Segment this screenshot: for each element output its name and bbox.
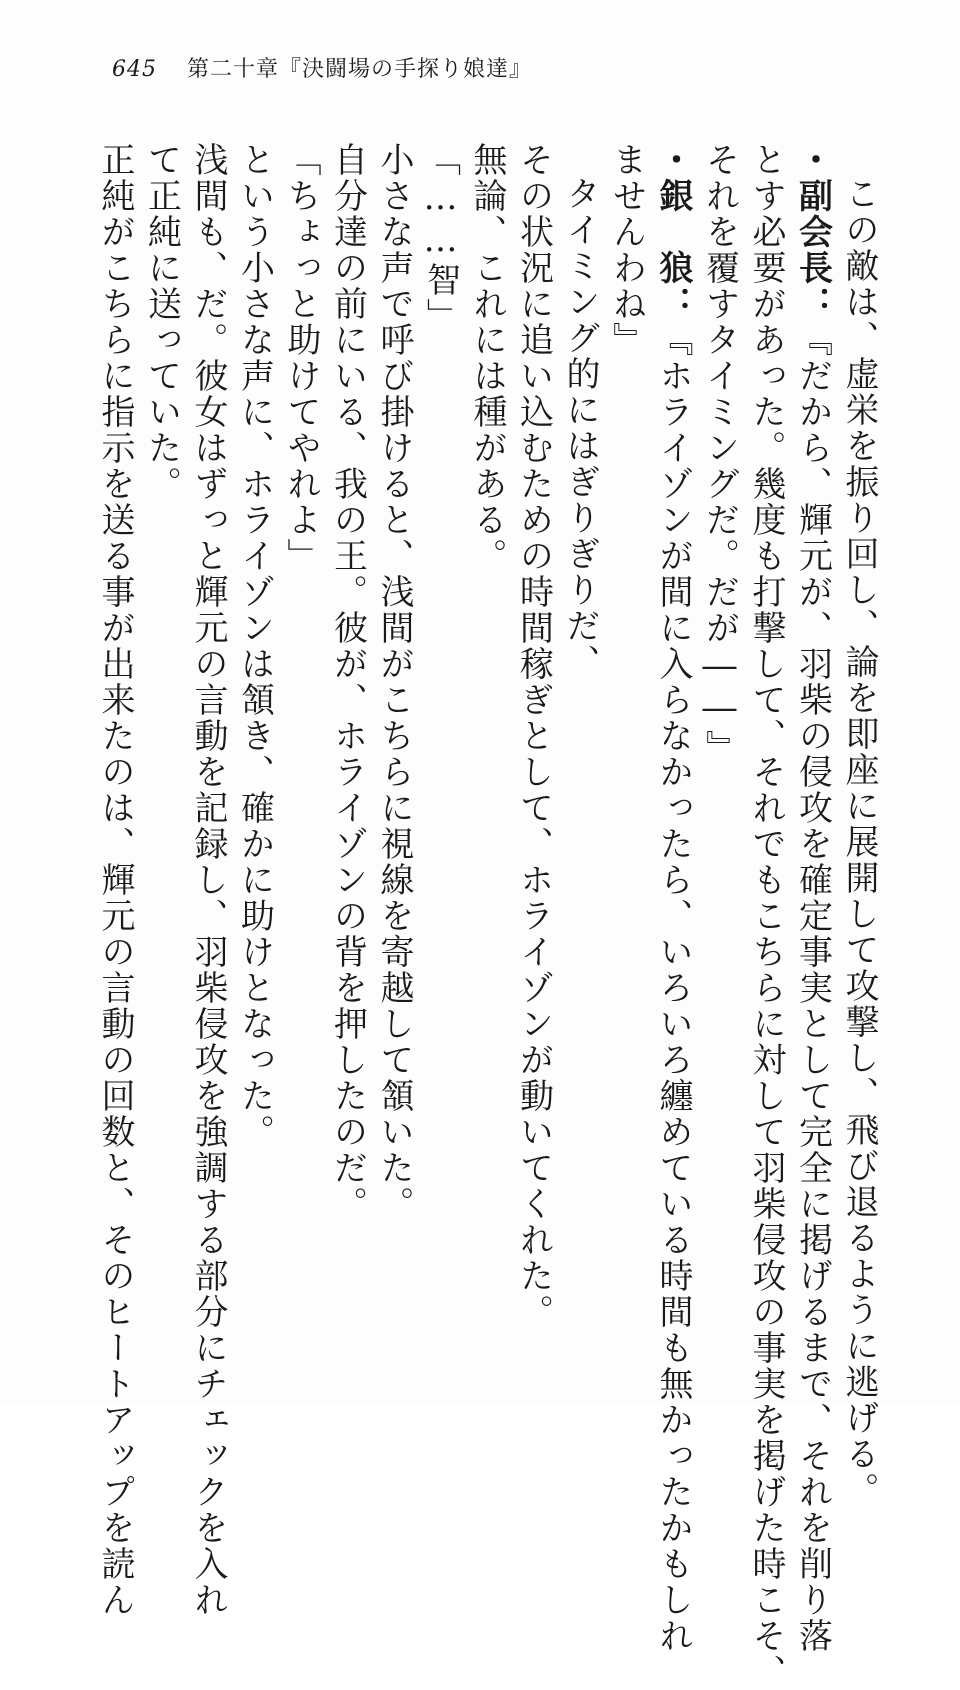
line-text: それを覆すタイミングだ。だが――』 <box>699 142 740 766</box>
text-line <box>836 142 883 1508</box>
text-line <box>324 142 371 1342</box>
running-header <box>112 52 532 83</box>
text-line <box>789 142 836 1654</box>
text-line <box>417 142 464 1342</box>
text-line <box>185 142 232 1618</box>
line-text: 「……智」 <box>420 142 461 334</box>
line-text: て正純に送っていた。 <box>141 142 182 502</box>
line-text: 正純がこちらに指示を送る事が出来たのは、輝元の言動の回数と、そのヒートアップを読ん <box>95 142 135 1618</box>
text-line <box>510 142 557 1342</box>
line-text: この敵は、虚栄を振り回し、論を即座に展開して攻撃し、飛び退るように逃げる。 <box>839 176 879 1508</box>
text-line <box>278 142 325 1342</box>
text-line <box>743 142 790 1690</box>
line-text: 自分達の前にいる、我の王。彼が、ホライゾンの背を押したのだ。 <box>327 142 368 1222</box>
line-text: その状況に追い込むための時間稼ぎとして、ホライゾンが動いてくれた。 <box>513 142 554 1330</box>
text-line <box>92 142 139 1618</box>
line-text: 『ホライゾンが間に入らなかったら、いろいろ纏めている時間も無かったかもしれ <box>653 322 693 1654</box>
line-text: 無論、これには種がある。 <box>467 142 507 574</box>
speaker-label: ・副会長： <box>792 142 833 322</box>
page-number: 645 <box>112 57 157 82</box>
line-text: とす必要があった。幾度も打撃して、それでもこちらに対して羽柴侵攻の事実を掲げた時こそ、 <box>746 142 786 1690</box>
text-line <box>464 142 511 1342</box>
line-text: 「ちょっと助けてやれよ」 <box>281 142 321 574</box>
line-text: タイミング的にはぎりぎりだ、 <box>560 176 600 680</box>
text-line <box>696 142 743 1342</box>
text-line <box>371 142 418 1342</box>
line-text: ませんわね』 <box>606 142 647 358</box>
text-line <box>650 142 697 1654</box>
chapter-title: 第二十章『決闘場の手探り娘達』 <box>187 57 533 82</box>
vertical-body-text <box>92 142 883 1690</box>
line-text: という小さな声に、ホライゾンは頷き、確かに助けとなった。 <box>234 142 275 1150</box>
line-text: 『だから、輝元が、羽柴の侵攻を確定事実として完全に掲げるまで、それを削り落 <box>792 322 833 1654</box>
speaker-label: ・銀 狼： <box>653 142 693 322</box>
text-line <box>231 142 278 1342</box>
text-line <box>138 142 185 1342</box>
line-text: 小さな声で呼び掛けると、浅間がこちらに視線を寄越して頷いた。 <box>374 142 414 1222</box>
line-text: 浅間も、だ。彼女はずっと輝元の言動を記録し、羽柴侵攻を強調する部分にチェックを入れ <box>188 142 228 1618</box>
text-line <box>603 142 650 1342</box>
text-line <box>557 142 604 1342</box>
